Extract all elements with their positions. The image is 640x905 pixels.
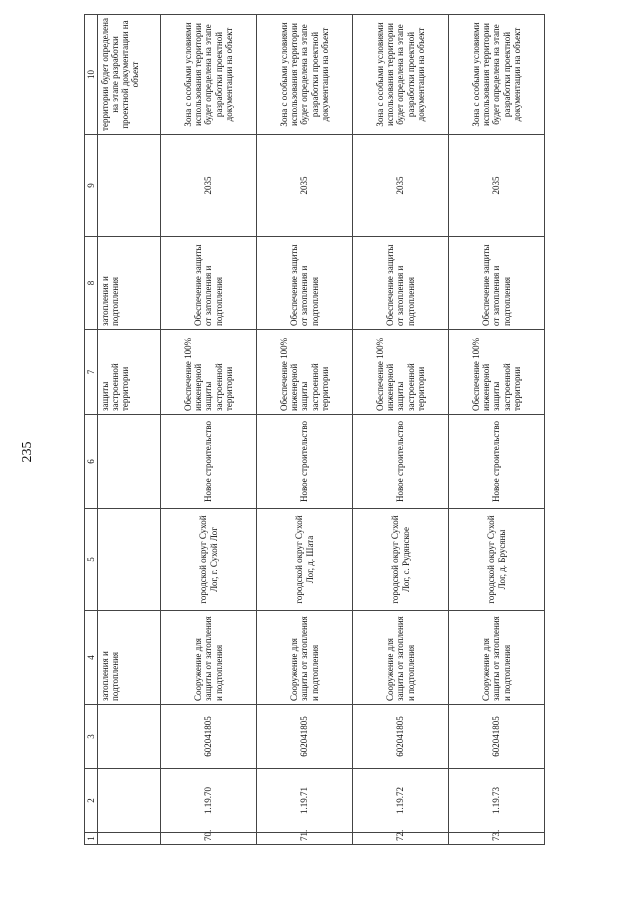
cell-zone: территории будет определена на этапе разработки проектной документации на объект (98, 15, 161, 135)
cell-location: городской округ Сухой Лог, с. Рудянское (353, 509, 449, 611)
cell-zone: Зона с особыми условиями использования территории будет определена на этапе разработки проектной документации на объект (353, 15, 449, 135)
cell-task: Обеспечение защиты от затопления и подтопления (257, 237, 353, 330)
column-number: 1 (85, 833, 98, 845)
cell-type: Новое строительство (449, 415, 545, 509)
table-row (161, 15, 257, 845)
cell-number: 73. (449, 833, 545, 845)
cell-purpose: Сооружение для защиты от затопления и подтопления (257, 611, 353, 705)
column-number: 6 (85, 415, 98, 509)
column-number: 8 (85, 237, 98, 330)
cell-code: 1.19.71 (257, 769, 353, 833)
table-row (353, 15, 449, 845)
cell-zone: Зона с особыми условиями использования территории будет определена на этапе разработки проектной документации на объект (449, 15, 545, 135)
objects-table (84, 14, 545, 845)
column-number: 3 (85, 705, 98, 769)
cell-zone: Зона с особыми условиями использования территории будет определена на этапе разработки проектной документации на объект (161, 15, 257, 135)
cell-purpose: Сооружение для защиты от затопления и подтопления (353, 611, 449, 705)
page-number: 235 (20, 441, 35, 463)
cell-identifier: 602041805 (257, 705, 353, 769)
cell-code: 1.19.73 (449, 769, 545, 833)
cell-code: 1.19.70 (161, 769, 257, 833)
column-number: 2 (85, 769, 98, 833)
cell-zone: Зона с особыми условиями использования территории будет определена на этапе разработки проектной документации на объект (257, 15, 353, 135)
cell-task: Обеспечение защиты от затопления и подтопления (161, 237, 257, 330)
cell-task: затопления и подтопления (98, 237, 161, 330)
continued-row (98, 15, 161, 845)
cell-goal: защиты застроенной территории (98, 330, 161, 415)
cell-purpose: затопления и подтопления (98, 611, 161, 705)
cell-location: городской округ Сухой Лог, д. Шата (257, 509, 353, 611)
cell-type: Новое строительство (257, 415, 353, 509)
table-row (449, 15, 545, 845)
cell-number: 72. (353, 833, 449, 845)
cell-identifier: 602041805 (449, 705, 545, 769)
cell-purpose: Сооружение для защиты от затопления и подтопления (449, 611, 545, 705)
cell-year: 2035 (257, 135, 353, 237)
cell-task: Обеспечение защиты от затопления и подтопления (449, 237, 545, 330)
column-number: 9 (85, 135, 98, 237)
cell-purpose: Сооружение для защиты от затопления и подтопления (161, 611, 257, 705)
cell-year: 2035 (161, 135, 257, 237)
cell-goal: Обеспечение 100% инженерной защиты застроенной территории (161, 330, 257, 415)
column-number: 4 (85, 611, 98, 705)
cell-goal: Обеспечение 100% инженерной защиты застроенной территории (449, 330, 545, 415)
cell-identifier: 602041805 (353, 705, 449, 769)
column-number: 10 (85, 15, 98, 135)
cell-number: 71. (257, 833, 353, 845)
table-row (257, 15, 353, 845)
cell-type: Новое строительство (161, 415, 257, 509)
cell-goal: Обеспечение 100% инженерной защиты застроенной территории (257, 330, 353, 415)
cell-location: городской округ Сухой Лог, г. Сухой Лог (161, 509, 257, 611)
cell-year: 2035 (449, 135, 545, 237)
cell-identifier: 602041805 (161, 705, 257, 769)
column-number-row (85, 15, 98, 845)
cell-year: 2035 (353, 135, 449, 237)
column-number: 5 (85, 509, 98, 611)
cell-type: Новое строительство (353, 415, 449, 509)
cell-location: городской округ Сухой Лог, д. Брусяны (449, 509, 545, 611)
cell-task: Обеспечение защиты от затопления и подтопления (353, 237, 449, 330)
cell-code: 1.19.72 (353, 769, 449, 833)
column-number: 7 (85, 330, 98, 415)
cell-goal: Обеспечение 100% инженерной защиты застроенной территории (353, 330, 449, 415)
cell-number: 70. (161, 833, 257, 845)
rotated-table-wrapper (84, 15, 557, 845)
